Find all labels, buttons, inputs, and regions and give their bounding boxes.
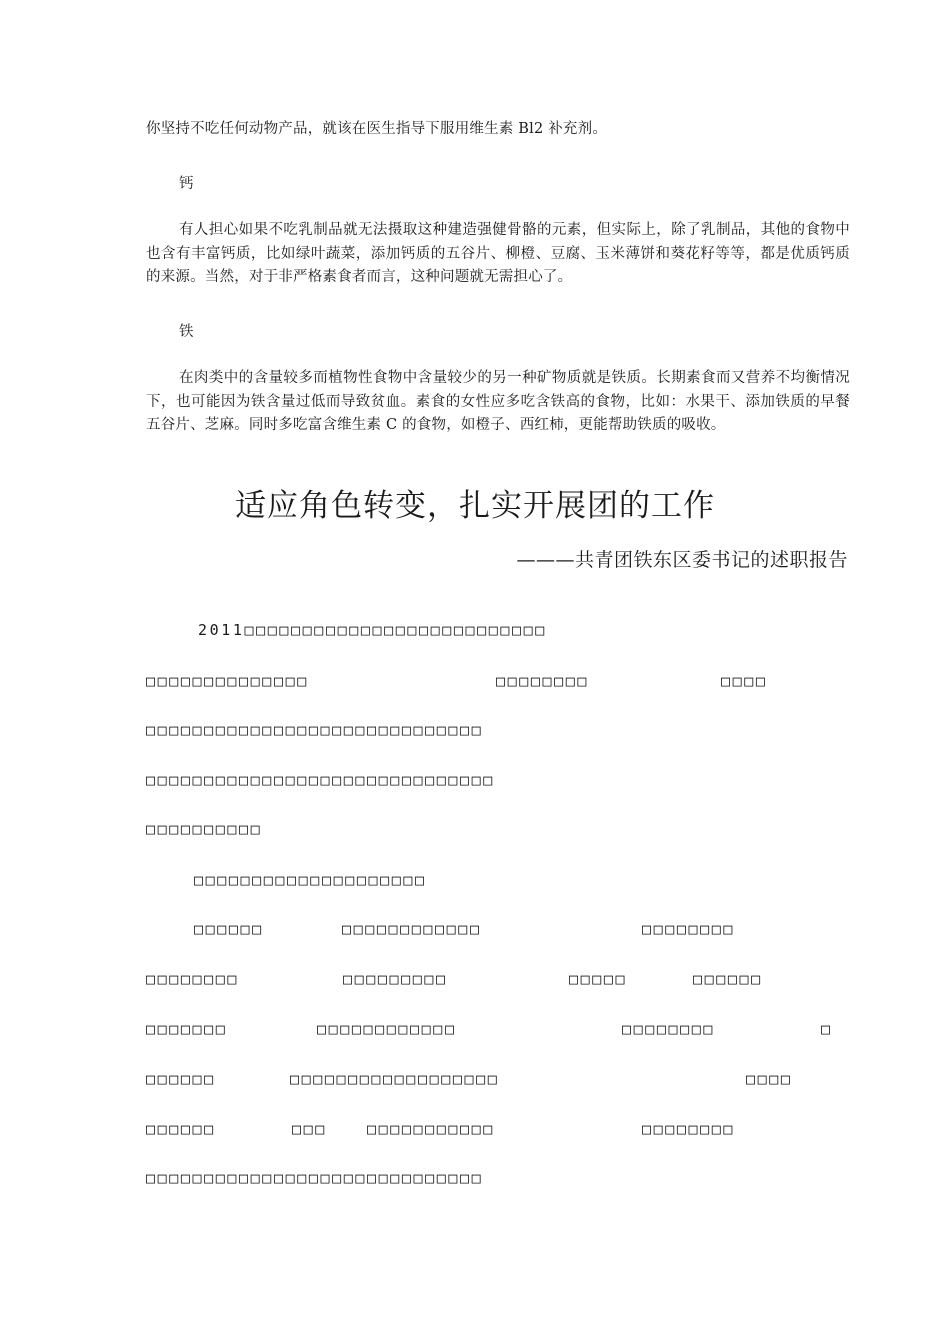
garbled-text: □□□□□□□□□□□□□□□□□□ xyxy=(290,1070,500,1088)
paragraph-calcium: 有人担心如果不吃乳制品就无法摄取这种建造强健骨骼的元素，但实际上，除了乳制品，其他的食物中也含有丰富钙质，比如绿叶蔬菜，添加钙质的五谷片、柳橙、豆腐、玉米薄饼和葵花籽等等，都是优质钙质的来源。当然，对于非严格素食者而言，这种问题就无需担心了。 xyxy=(146,222,850,285)
garbled-text: □□□□□□ xyxy=(146,1120,216,1138)
garbled-text: □□□□□□□□□□□□□□□□□□□□ xyxy=(194,871,427,889)
garbled-line xyxy=(146,672,768,696)
garbled-text: □□□□□□□□□□□□□□□□□□□□□□□□□□□□□□ xyxy=(146,771,495,789)
garbled-text: □□□ xyxy=(292,1120,327,1138)
garbled-text: □□□□□□□□□□□□ xyxy=(317,1020,457,1038)
report-title: 适应角色转变，扎实开展团的工作 xyxy=(235,488,715,524)
garbled-text: □□□□ xyxy=(746,1070,793,1088)
garbled-text: □□□□□□ xyxy=(693,970,763,988)
garbled-text: □□□□□□□□□ xyxy=(343,970,448,988)
heading-calcium: 钙 xyxy=(179,176,194,192)
garbled-text: □□□□□□□□□□□□□□□□□□□□□□□□□□□□□ xyxy=(146,1169,484,1187)
garbled-text: □□□□ xyxy=(721,672,768,690)
garbled-text: □□□□□□□□ xyxy=(622,1020,716,1038)
garbled-text: □□□□□□□□□□ xyxy=(146,820,263,838)
heading-iron: 铁 xyxy=(179,324,194,340)
garbled-text: □□□□□□□ xyxy=(146,1020,228,1038)
garbled-line xyxy=(194,920,736,944)
garbled-line xyxy=(146,1169,484,1193)
garbled-text: □□□□□□ xyxy=(146,1070,216,1088)
garbled-text: □□□□□□□□ xyxy=(496,672,590,690)
garbled-text: □□□□□□ xyxy=(194,920,264,938)
paragraph-b12: 你坚持不吃任何动物产品，就该在医生指导下服用维生素 Bl2 补充剂。 xyxy=(146,121,608,137)
garbled-text: □□□□□□□□□□□□ xyxy=(342,920,482,938)
garbled-text: □ xyxy=(821,1020,833,1038)
garbled-text: □□□□□ xyxy=(569,970,628,988)
garbled-text: □□□□□□□□ xyxy=(642,1120,736,1138)
garbled-text: □□□□□□□□ xyxy=(146,970,240,988)
garbled-line xyxy=(146,820,263,844)
report-subtitle: ———共青团铁东区委书记的述职报告 xyxy=(516,549,848,571)
garbled-text: □□□□□□□□□□□ xyxy=(367,1120,495,1138)
garbled-line xyxy=(146,970,763,994)
garbled-text: □□□□□□□□□□□□□□ xyxy=(146,672,309,690)
garbled-text: 2011□□□□□□□□□□□□□□□□□□□□□□□□□□ xyxy=(198,621,547,639)
garbled-line xyxy=(146,1070,793,1094)
garbled-text: □□□□□□□□□□□□□□□□□□□□□□□□□□□□□ xyxy=(146,721,484,739)
garbled-text: □□□□□□□□ xyxy=(642,920,736,938)
garbled-line xyxy=(198,621,547,645)
garbled-line xyxy=(146,771,495,795)
garbled-line xyxy=(194,871,427,895)
paragraph-iron: 在肉类中的含量较多而植物性食物中含量较少的另一种矿物质就是铁质。长期素食而又营养不均衡情况下，也可能因为铁含量过低而导致贫血。素食的女性应多吃含铁高的食物，比如：水果干、添加铁质的早餐五谷片、芝麻。同时多吃富含维生素 C 的食物，如橙子、西红柿，更能帮助铁质的吸收。 xyxy=(146,370,850,433)
garbled-line xyxy=(146,721,484,745)
garbled-line xyxy=(146,1020,833,1044)
garbled-line xyxy=(146,1120,736,1144)
